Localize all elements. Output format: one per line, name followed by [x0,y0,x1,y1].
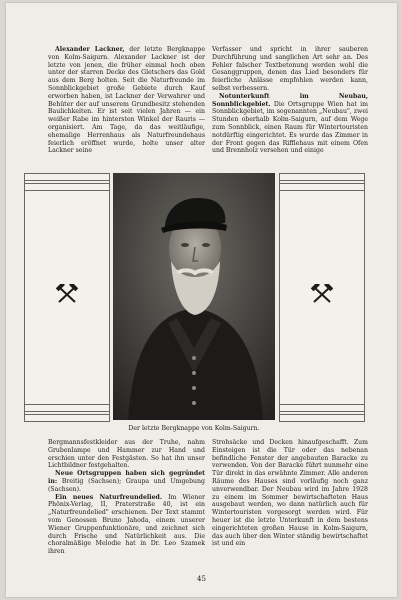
column-top-right [212,46,368,155]
paragraph-heading: Notunterkunft im Neubau, Sonnblickgebiet. [212,92,368,108]
decorative-panel-left [24,173,110,422]
paragraph-text: der letzte Bergknappe von Kolm-Saigurn. Alexander Lackner ist der letzte von jenen, die früher einmal hoch oben unter der starren Decke des Gletschers das Gold aus dem Berg holten. Seit die Naturfreunde im Sonnblickgebiet große Gebiete durch Kauf erworben haben, ist Lackner der Verwahrer und Behüter der auf unserem Grundbesitz stehenden Baulichkeiten. Er ist seit vielen Jahren — ein weißer Rabe im hintersten Winkel der Rauris — organisiert. Am Tage, da das weitläufige, ehemalige Herrenhaus als Naturfreundehaus feierlich eröffnet wurde, holte unser alter Lackner seine [48,46,205,155]
paragraph-text: Verfasser und spricht in ihrer sauberen Durchführung und sanglichen Art sehr an. Des Fehler falscher Textbetonung werden wohl die Gesanggruppen, denen das Lied besonders für feierliche Anlässe empfohlen werden kann, selbst verbessern. [212,46,368,92]
crossed-hammers-icon [55,284,79,304]
paragraph-text: Die Ortsgruppe Wien hat im Sonnblickgebiet, im sogenannten „Neubau", zwei Stunden oberhalb Kolm-Saigurn, auf dem Wege zum Sonnblick, einen Raum für Wintertouristen notdürftig eingerichtet. Es wurde das Zimmer in der Front gegen das Rifflehaus mit einem Ofen und Brennholz versehen und einige [212,100,368,155]
column-top-left [48,46,205,155]
page [6,3,397,597]
column-bottom-left [48,439,205,556]
paragraph-text: Breitig (Sachsen); Graupa und Umgebung (Sachsen). [48,477,205,493]
column-bottom-right [212,439,368,548]
paragraph-text: Strohsäcke und Decken hinaufgeschafft. Zum Einsteigen ist die Tür oder das nebenan befindliche Fenster der angebauten Baracke zu verwenden. Von der Baracke führt nunmehr eine Tür direkt in das erwähnte Zimmer. Alle anderen Räume des Hauses sind vorläufig noch ganz unverwendbar. Der Neubau wird im Jahre 1928 zu einem im Sommer bewirtschafteten Haus ausgebaut werden, wo dann natürlich auch für Wintertouristen vorgesorgt werden wird. Für heuer ist die letzte Unterkunft in dem bestens eingerichteten großen Hause in Kolm-Saigurn, das auch über den Winter ständig bewirtschaftet ist und ein [212,439,368,548]
portrait-photo [113,173,275,420]
paragraph-text: Bergmannsfestkleider aus der Truhe, nahm Grubenlampe und Hammer zur Hand und erschien unter den Festgästen. So hat ihn unser Lichtbildner festgehalten. [48,439,205,470]
photo-caption: Der letzte Bergknappe von Kolm-Saigurn. [128,425,260,432]
paragraph-heading: Alexander Lackner, [55,46,125,53]
page-number: 45 [197,575,206,583]
paragraph-text: Im Wiener Phönix-Verlag, II, Praterstraße 40, ist ein „Naturfreundelied" erschienen. Der Text stammt vom Genossen Bruno Jahoda, einem unserer Wiener Gruppenfunktionäre, und zeichnet sich durch Frische und Natürlichkeit aus. Die choralmäßige Melodie hat in Dr. Leo Szamek ihren [48,493,205,556]
decorative-panel-right [279,173,365,422]
crossed-hammers-icon [310,284,334,304]
paragraph-heading: Neue Ortsgruppen haben sich gegründet in: [48,470,205,485]
paragraph-heading: Ein neues Naturfreundelied. [55,493,162,501]
